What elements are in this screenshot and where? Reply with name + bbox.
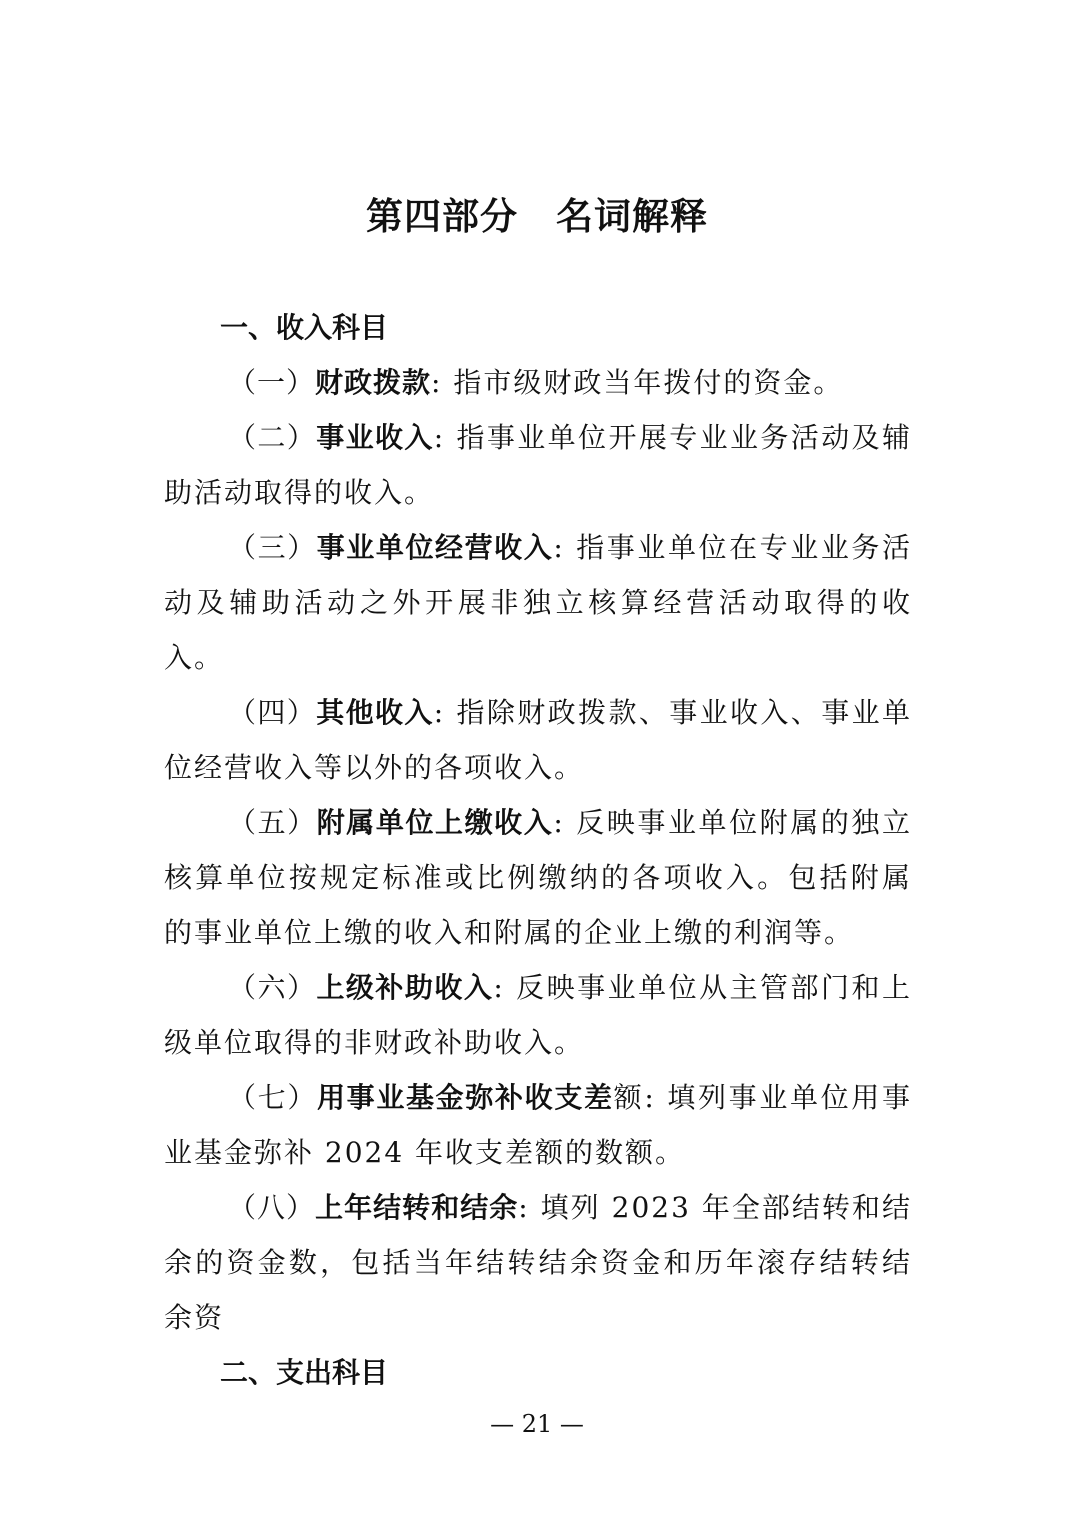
- term-definition: : 指除财政拨款、事业收入、事业单位经营收入等以外的各项收入。: [164, 696, 912, 784]
- definition-paragraph: [164, 795, 912, 960]
- defined-term: 上年结转和结余: [315, 1191, 519, 1224]
- term-definition: : 填列 2023 年全部结转和结余的资金数，包括当年结转结余资金和历年滚存结转结余资: [164, 1191, 912, 1334]
- definition-paragraph: [164, 685, 912, 795]
- document-body: [164, 300, 912, 1400]
- defined-term: 上级补助收入: [316, 971, 494, 1004]
- term-definition: 额: 填列事业单位用事业基金弥补 2024 年收支差额的数额。: [164, 1081, 912, 1169]
- defined-term: 用事业基金弥补收支差: [317, 1081, 614, 1114]
- definition-paragraph: [164, 1180, 912, 1345]
- item-number: （二）: [228, 421, 317, 454]
- item-number: （七）: [228, 1081, 317, 1114]
- defined-term: 其他收入: [316, 696, 434, 729]
- definition-paragraph: [164, 960, 912, 1070]
- term-definition: : 指市级财政当年拨付的资金。: [431, 366, 844, 399]
- term-definition: : 指事业单位开展专业业务活动及辅助活动取得的收入。: [164, 421, 912, 509]
- definition-paragraph: [164, 520, 912, 685]
- term-definition: : 指事业单位在专业业务活动及辅助活动之外开展非独立核算经营活动取得的收入。: [164, 531, 912, 674]
- term-definition: : 反映事业单位从主管部门和上级单位取得的非财政补助收入。: [164, 971, 912, 1059]
- item-number: （四）: [228, 696, 317, 729]
- definition-paragraph: [164, 410, 912, 520]
- defined-term: 事业收入: [316, 421, 434, 454]
- section-heading-income: 一、收入科目: [220, 311, 389, 344]
- item-number: （六）: [228, 971, 317, 1004]
- term-definition: : 反映事业单位附属的独立核算单位按规定标准或比例缴纳的各项收入。包括附属的事业单位上缴的收入和附属的企业上缴的利润等。: [164, 806, 912, 949]
- defined-term: 附属单位上缴收入: [316, 806, 554, 839]
- page-title: 第四部分 名词解释: [366, 195, 708, 238]
- defined-term: 财政拨款: [315, 366, 432, 399]
- section-heading-expenditure: 二、支出科目: [220, 1356, 389, 1389]
- definition-paragraph: [164, 355, 912, 410]
- item-number: （五）: [228, 806, 317, 839]
- definition-paragraph: [164, 1070, 912, 1180]
- page-number: — 21 —: [490, 1410, 584, 1438]
- item-number: （八）: [228, 1191, 316, 1224]
- item-number: （三）: [228, 531, 317, 564]
- defined-term: 事业单位经营收入: [316, 531, 554, 564]
- item-number: （一）: [228, 366, 316, 399]
